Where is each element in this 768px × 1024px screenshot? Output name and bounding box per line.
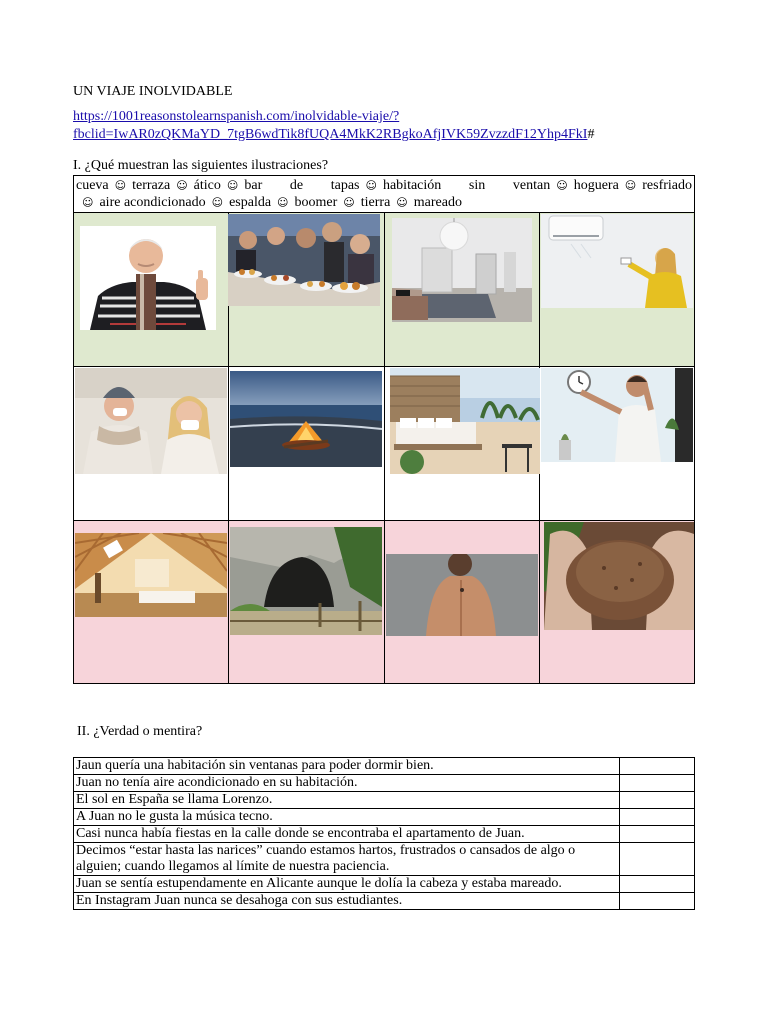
- smiley-separator: ☺: [176, 179, 188, 192]
- word-bank-item: bar de tapas: [244, 178, 360, 193]
- word-bank-item: mareado: [413, 195, 462, 210]
- smiley-separator: ☺: [365, 179, 377, 192]
- word-bank-item: terraza: [132, 178, 171, 193]
- word-bank-item: ático: [193, 178, 221, 193]
- word-bank-item: resfriado: [642, 178, 693, 193]
- people-with-cold-image: [75, 368, 227, 474]
- picture-cell: [384, 521, 539, 684]
- picture-cell: [74, 367, 229, 521]
- smiley-separator: ☺: [114, 179, 127, 192]
- section2-question: II. ¿Verdad o mentira?: [77, 724, 203, 739]
- smiley-separator: ☺: [396, 196, 408, 209]
- statement-row: [74, 809, 695, 826]
- statement-row: [74, 893, 695, 910]
- statement-row: [74, 758, 695, 775]
- picture-cell: [384, 367, 539, 521]
- picture-cell: [229, 213, 384, 367]
- answer-cell[interactable]: [620, 843, 695, 876]
- statement-text: A Juan no le gusta la música tecno.: [74, 809, 620, 826]
- source-link-line1[interactable]: https://1001reasonstolearnspanish.com/inolvidable-viaje/?: [73, 109, 400, 124]
- statement-row: [74, 843, 695, 876]
- answer-cell[interactable]: [620, 809, 695, 826]
- answer-cell[interactable]: [620, 826, 695, 843]
- section1-question: I. ¿Qué muestran las siguientes ilustraciones?: [73, 158, 329, 173]
- bare-back-image: [386, 554, 538, 636]
- statement-row: [74, 826, 695, 843]
- smiley-separator: ☺: [624, 179, 637, 192]
- statement-row: [74, 792, 695, 809]
- word-bank-item: boomer: [294, 195, 338, 210]
- smiley-separator: ☺: [556, 179, 568, 192]
- statement-text: Casi nunca había fiestas en la calle donde se encontraba el apartamento de Juan.: [74, 826, 620, 843]
- answer-cell[interactable]: [620, 792, 695, 809]
- terrace-image: [390, 368, 540, 474]
- picture-cell: [539, 521, 694, 684]
- word-bank-item: habitación sin ventan: [382, 178, 551, 193]
- word-bank: [74, 176, 695, 213]
- old-man-thumbs-up-image: [80, 226, 216, 330]
- true-false-table: [73, 757, 695, 910]
- source-link-line2[interactable]: fbclid=IwAR0zQKMaYD_7tgB6wdTik8fUQA4MkK2RBgkoAfjIVK59ZvzzdF12Yhp4FkI: [73, 127, 588, 142]
- attic-image: [75, 533, 227, 617]
- answer-cell[interactable]: [620, 775, 695, 792]
- beach-bonfire-image: [230, 371, 382, 467]
- smiley-separator: ☺: [277, 196, 289, 209]
- air-conditioner-image: [541, 214, 693, 308]
- document-title: UN VIAJE INOLVIDABLE: [73, 84, 233, 99]
- statement-text: Jaun quería una habitación sin ventanas para poder dormir bien.: [74, 758, 620, 775]
- source-link[interactable]: [73, 108, 713, 144]
- smiley-separator: ☺: [226, 179, 239, 192]
- picture-cell: [384, 213, 539, 367]
- cave-image: [230, 527, 382, 635]
- link-hash: #: [587, 127, 595, 142]
- picture-cell: [539, 213, 694, 367]
- picture-cell: [74, 521, 229, 684]
- windowless-bedroom-image: [392, 218, 532, 322]
- statement-text: Juan no tenía aire acondicionado en su habitación.: [74, 775, 620, 792]
- soil-in-hands-image: [544, 522, 694, 630]
- answer-cell[interactable]: [620, 758, 695, 775]
- statement-text: El sol en España se llama Lorenzo.: [74, 792, 620, 809]
- picture-cell: [229, 521, 384, 684]
- smiley-separator: ☺: [211, 196, 224, 209]
- statement-row: [74, 775, 695, 792]
- word-bank-item: espalda: [229, 195, 272, 210]
- statement-row: [74, 876, 695, 893]
- picture-cell: [539, 367, 694, 521]
- tapas-bar-image: [228, 214, 380, 306]
- dizzy-man-image: [541, 368, 693, 462]
- picture-cell: [74, 213, 229, 367]
- smiley-separator: ☺: [343, 196, 355, 209]
- statement-text: En Instagram Juan nunca se desahoga con sus estudiantes.: [74, 893, 620, 910]
- word-bank-item: aire acondicionado: [99, 195, 206, 210]
- picture-table: [73, 175, 695, 684]
- word-bank-item: cueva: [76, 178, 109, 193]
- statement-text: Juan se sentía estupendamente en Alicante aunque le dolía la cabeza y estaba mareado.: [74, 876, 620, 893]
- smiley-separator: ☺: [82, 196, 94, 209]
- answer-cell[interactable]: [620, 893, 695, 910]
- answer-cell[interactable]: [620, 876, 695, 893]
- word-bank-item: tierra: [360, 195, 391, 210]
- statement-text: Decimos “estar hasta las narices” cuando estamos hartos, frustrados o cansados de algo o alguien; cuando llegamos al límite de nuestra paciencia.: [74, 843, 620, 876]
- picture-cell: [229, 367, 384, 521]
- word-bank-item: hoguera: [573, 178, 619, 193]
